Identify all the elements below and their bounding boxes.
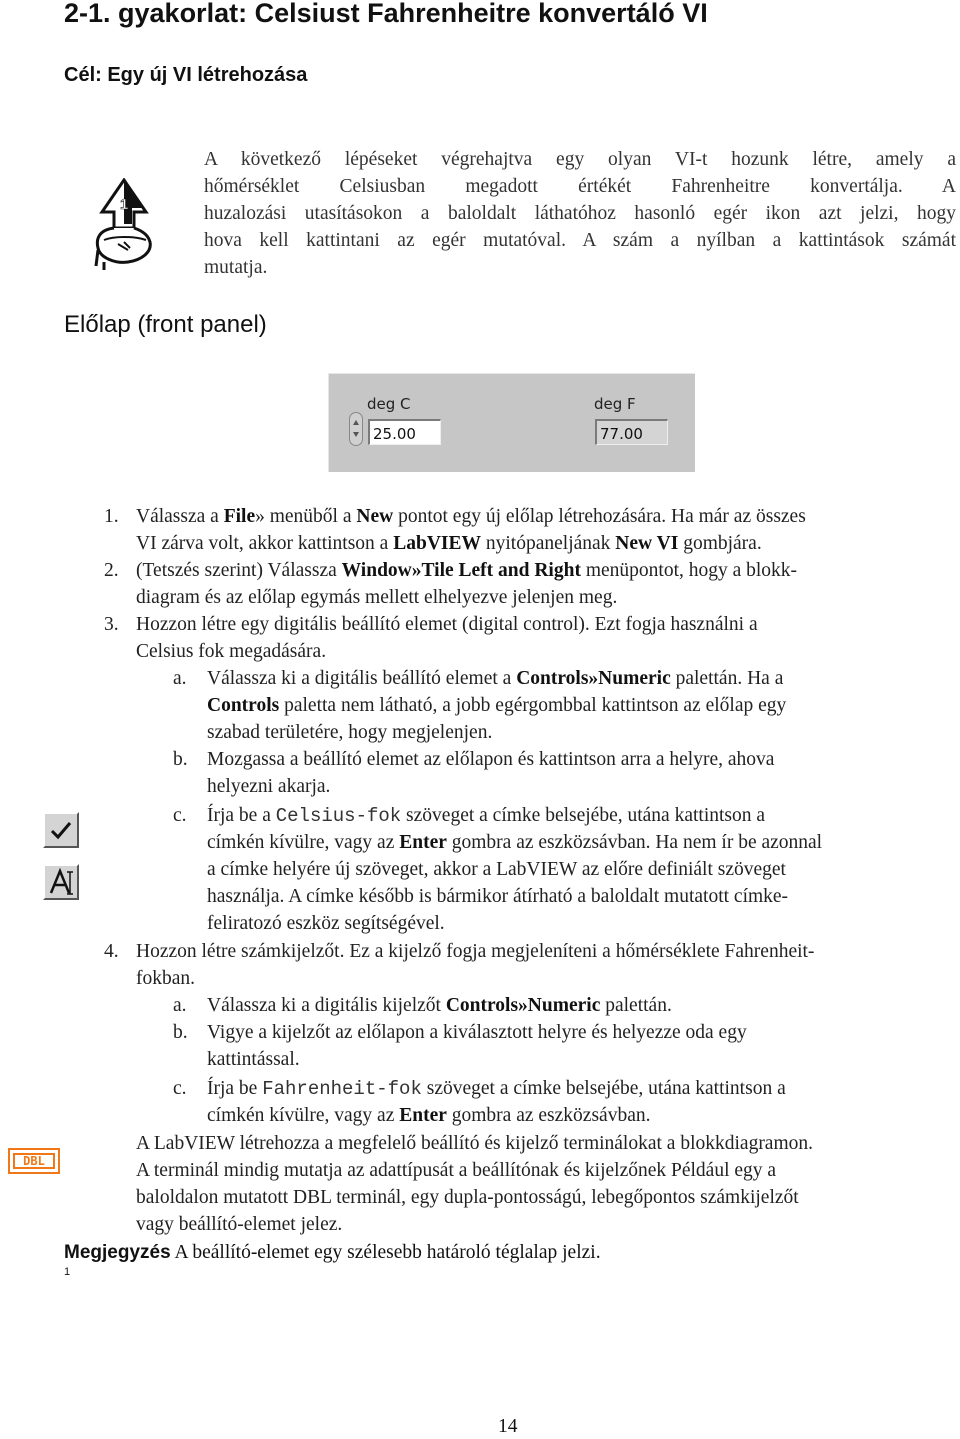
step-3b-line: Mozgassa a beállító elemet az előlapon és kattintson arra a helyre, ahova [207, 749, 775, 770]
step-2-line: diagram és az előlap egymás mellett elhelyezve jelenjen meg. [136, 587, 618, 608]
step-number: 4. [104, 941, 119, 962]
step-4c-line: címkén kívülre, vagy az Enter gombra az eszközsávban. [207, 1105, 651, 1126]
step-4c-line: Írja be Fahrenheit-fok szöveget a címke belsejébe, utána kattintson a [207, 1078, 786, 1100]
step-3c-line: a címke helyére új szöveget, akkor a LabVIEW az előre definiált szöveget [207, 859, 786, 880]
control-value-box: 25.00 [368, 419, 441, 445]
step-2-line: (Tetszés szerint) Válassza Window»Tile Left and Right menüpontot, hogy a blokk- [136, 560, 798, 581]
step-3a-line: Válassza ki a digitális beállító elemet a Controls»Numeric palettán. Ha a [207, 668, 784, 689]
step-3-line: Celsius fok megadására. [136, 641, 327, 662]
substep-letter: c. [173, 805, 187, 826]
step-number: 3. [104, 614, 119, 635]
paragraph-line: baloldalon mutatott DBL terminál, egy dupla-pontosságú, lebegőpontos számkijelzőt [136, 1187, 799, 1208]
step-4-line: Hozzon létre számkijelzőt. Ez a kijelző fogja megjeleníteni a hőmérséklete Fahrenheit- [136, 941, 815, 962]
step-3c-line: Írja be a Celsius-fok szöveget a címke belsejébe, utána kattintson a [207, 805, 766, 827]
dbl-terminal-icon [8, 1148, 60, 1174]
paragraph-line: A LabVIEW létrehozza a megfelelő beállító és kijelző terminálokat a blokkdiagramon. [136, 1133, 814, 1154]
mouse-click-count: 1 [120, 196, 129, 213]
step-3a-line: szabad területére, hogy megjelenjen. [207, 722, 493, 743]
step-3c-line: feliratozó eszköz segítségével. [207, 913, 445, 934]
step-3c-line: használja. A címke később is bármikor átírható a baloldalt mutatott címke- [207, 886, 789, 907]
paragraph-line: vagy beállító-elemet jelez. [136, 1214, 343, 1235]
page-title: 2-1. gyakorlat: Celsiust Fahrenheitre konvertáló VI [64, 0, 708, 28]
checkmark-icon [43, 812, 79, 848]
control-label: deg C [367, 395, 411, 413]
substep-letter: b. [173, 749, 188, 770]
step-4a-line: Válassza ki a digitális kijelzőt Controls»Numeric palettán. [207, 995, 672, 1016]
section-heading: Előlap (front panel) [64, 311, 267, 338]
intro-line: hova kell kattintani az egér mutatóval. A szám a nyílban a kattintások számát [204, 230, 956, 251]
indicator-label: deg F [594, 395, 636, 413]
step-number: 2. [104, 560, 119, 581]
goal-heading: Cél: Egy új VI létrehozása [64, 64, 308, 86]
step-1-line: VI zárva volt, akkor kattintson a LabVIEW nyitópaneljának New VI gombjára. [136, 533, 762, 554]
step-3c-line: címkén kívülre, vagy az Enter gombra az eszközsávban. Ha nem ír be azonnal [207, 832, 823, 853]
intro-line: A következő lépéseket végrehajtva egy olyan VI-t hozunk létre, amely a [204, 149, 956, 170]
step-1-line: Válassza a File» menüből a New pontot egy új előlap létrehozására. Ha már az összes [136, 506, 806, 527]
intro-line: huzalozási utasításokon a baloldalt láthatóhoz hasonló egér ikon azt jelzi, hogy [204, 203, 956, 224]
increment-decrement-icon [349, 412, 363, 446]
substep-letter: b. [173, 1022, 188, 1043]
dbl-terminal-label: DBL [13, 1153, 55, 1169]
step-4b-line: Vigye a kijelzőt az előlapon a kiválasztott helyre és helyezze oda egy [207, 1022, 747, 1043]
intro-paragraph [204, 146, 956, 281]
substep-letter: a. [173, 995, 187, 1016]
note-label: Megjegyzés [64, 1242, 171, 1263]
step-3a-line: Controls paletta nem látható, a jobb egérgombbal kattintson az előlap egy [207, 695, 787, 716]
mouse-pointer-icon [94, 178, 156, 270]
substep-letter: a. [173, 668, 187, 689]
indicator-value-box: 77.00 [595, 419, 668, 445]
paragraph-line: A terminál mindig mutatja az adattípusát a beállítónak és kijelzőnek Például egy a [136, 1160, 777, 1181]
intro-line: hőmérséklet Celsiusban megadott értékét Fahrenheitre konvertálja. A [204, 176, 956, 197]
step-number: 1. [104, 506, 119, 527]
step-3b-line: helyezni akarja. [207, 776, 331, 797]
intro-line: mutatja. [204, 257, 268, 278]
labeling-tool-icon [43, 864, 79, 900]
note-text: A beállító-elemet egy szélesebb határoló téglalap jelzi. [170, 1242, 601, 1263]
note-line [64, 1239, 601, 1266]
step-4-line: fokban. [136, 968, 196, 989]
step-3-line: Hozzon létre egy digitális beállító elemet (digital control). Ezt fogja használni a [136, 614, 758, 635]
substep-letter: c. [173, 1078, 187, 1099]
step-4b-line: kattintással. [207, 1049, 300, 1070]
footnote-number: 1 [64, 1266, 71, 1278]
page-number: 14 [498, 1416, 518, 1437]
